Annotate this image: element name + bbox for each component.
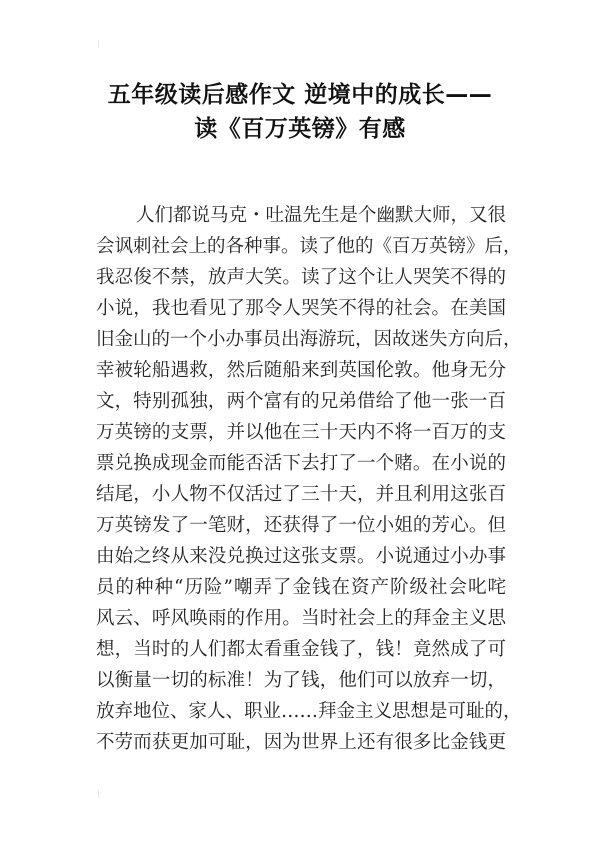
body-line-14: 风云、呼风唤雨的作用。当时社会上的拜金主义思 [96,608,506,629]
body-line-16: 以衡量一切的标准！为了钱，他们可以放弃一切， [96,670,506,691]
body-line-7: 文，特别孤独，两个富有的兄弟借给了他一张一百 [96,391,506,412]
body-line-4: 小说，我也看见了那令人哭笑不得的社会。在美国 [96,298,506,319]
body-line-5: 旧金山的一个小办事员出海游玩，因故迷失方向后， [96,329,522,350]
body-line-11: 万英镑发了一笔财，还获得了一位小姐的芳心。但 [96,515,506,536]
body-line-2: 会讽刺社会上的各种事。读了他的《百万英镑》后， [96,236,522,257]
title-line-2: 读《百万英镑》有感 [194,116,406,142]
page-corner-mark-bottom [98,790,99,798]
body-line-17: 放弃地位、家人、职业……拜金主义思想是可耻的， [96,701,522,722]
body-line-9: 票兑换成现金而能否活下去打了一个赌。在小说的 [96,453,506,474]
title-line-1: 五年级读后感作文 逆境中的成长—— [107,82,493,108]
body-line-13: 员的种种“历险”嘲弄了金钱在资产阶级社会叱咤 [96,577,506,598]
body-line-1: 人们都说马克・吐温先生是个幽默大师，又很 [136,205,507,226]
body-line-10: 结尾，小人物不仅活过了三十天，并且利用这张百 [96,484,506,505]
body-line-15: 想，当时的人们都太看重金钱了，钱！竟然成了可 [96,639,506,660]
body-line-3: 我忍俊不禁，放声大笑。读了这个让人哭笑不得的 [96,267,506,288]
body-line-6: 幸被轮船遇救，然后随船来到英国伦敦。他身无分 [96,360,506,381]
body-line-18: 不劳而获更加可耻，因为世界上还有很多比金钱更 [96,732,506,753]
body-line-8: 万英镑的支票，并以他在三十天内不将一百万的支 [96,422,506,443]
body-line-12: 由始之终从来没兑换过这张支票。小说通过小办事 [96,546,506,567]
page-corner-mark-top [98,40,99,48]
